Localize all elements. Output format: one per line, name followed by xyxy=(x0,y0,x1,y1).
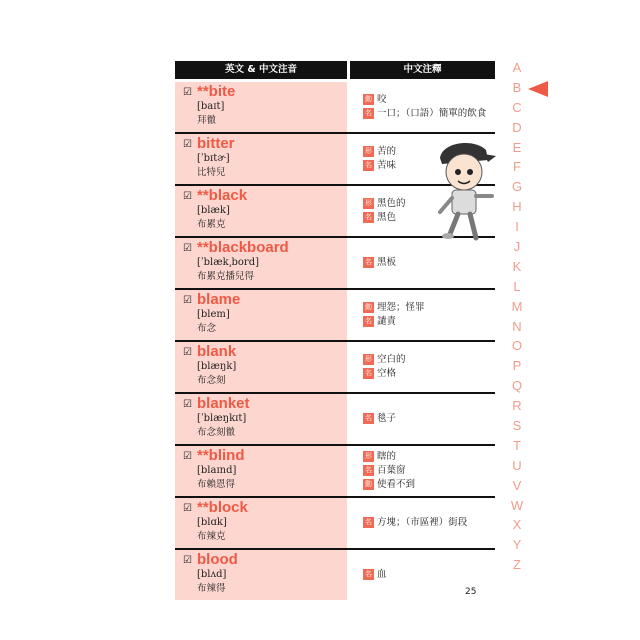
entry-sense xyxy=(363,301,495,315)
chinese-column-header: 中文注釋 xyxy=(350,61,495,79)
entry-english-cell xyxy=(175,134,347,184)
entry-zhuyin: 布辣得 xyxy=(197,583,226,594)
alphabet-letter-t[interactable]: T xyxy=(513,437,521,453)
vocab-entry xyxy=(175,342,495,394)
vocab-entry xyxy=(175,290,495,342)
review-checkbox[interactable]: ☑ xyxy=(183,87,192,98)
alphabet-letter-m[interactable]: M xyxy=(511,298,523,314)
part-of-speech-badge: 名 xyxy=(365,109,372,117)
part-of-speech-badge: 形 xyxy=(365,355,372,363)
entry-word: blanket xyxy=(197,395,250,412)
alphabet-letter-b[interactable]: B xyxy=(512,79,522,95)
vocab-entry xyxy=(175,550,495,600)
review-checkbox[interactable]: ☑ xyxy=(183,399,192,410)
alphabet-letter-l[interactable]: L xyxy=(513,278,521,294)
entry-english-cell xyxy=(175,342,347,392)
part-of-speech-badge: 動 xyxy=(365,480,372,488)
part-of-speech-badge: 形 xyxy=(365,147,372,155)
vocab-entry xyxy=(175,498,495,550)
entry-sense xyxy=(363,256,495,270)
entry-chinese-cell xyxy=(363,342,495,392)
entry-phonetic: [blɑk] xyxy=(197,517,227,528)
review-checkbox[interactable]: ☑ xyxy=(183,243,192,254)
sense-meaning: 一口；（口語）簡單的飲食 xyxy=(377,108,487,119)
sense-meaning: 毯子 xyxy=(377,413,397,424)
entry-chinese-cell xyxy=(363,394,495,444)
part-of-speech-badge: 名 xyxy=(365,369,372,377)
entry-zhuyin: 布賴恩得 xyxy=(197,479,236,490)
sense-meaning: 埋怨；怪罪 xyxy=(377,302,425,313)
entry-chinese-cell xyxy=(363,82,495,132)
alphabet-letter-i[interactable]: I xyxy=(515,219,519,235)
entry-word: **blind xyxy=(197,447,245,464)
alphabet-letter-p[interactable]: P xyxy=(512,358,522,374)
entry-english-cell xyxy=(175,290,347,340)
entry-sense xyxy=(363,107,495,121)
sense-meaning: 瞎的 xyxy=(377,451,397,462)
review-checkbox[interactable]: ☑ xyxy=(183,191,192,202)
entry-sense xyxy=(363,464,495,478)
entry-word: blank xyxy=(197,343,237,360)
entry-chinese-cell xyxy=(363,498,495,548)
sense-meaning: 咬 xyxy=(377,94,387,105)
part-of-speech-badge: 名 xyxy=(365,317,372,325)
entry-chinese-cell xyxy=(363,446,495,496)
entry-word: **black xyxy=(197,187,248,204)
entry-phonetic: [blæŋk] xyxy=(197,361,237,372)
vocab-entry xyxy=(175,238,495,290)
alphabet-letter-u[interactable]: U xyxy=(512,457,522,473)
alphabet-letter-v[interactable]: V xyxy=(512,477,522,493)
alphabet-letter-k[interactable]: K xyxy=(512,258,522,274)
entry-word: bitter xyxy=(197,135,235,152)
sense-meaning: 百葉窗 xyxy=(377,465,406,476)
entry-zhuyin: 拜徹 xyxy=(197,115,217,126)
english-column-header: 英文 & 中文注音 xyxy=(175,61,347,79)
alphabet-letter-q[interactable]: Q xyxy=(511,378,523,394)
alphabet-letter-d[interactable]: D xyxy=(512,119,522,135)
sense-meaning: 血 xyxy=(377,569,387,580)
entry-zhuyin: 布累克 xyxy=(197,219,226,230)
entry-zhuyin: 布辣克 xyxy=(197,531,226,542)
alphabet-letter-w[interactable]: W xyxy=(510,497,524,513)
sense-meaning: 黑色的 xyxy=(377,198,406,209)
entry-sense xyxy=(363,315,495,329)
sense-meaning: 空格 xyxy=(377,368,397,379)
part-of-speech-badge: 名 xyxy=(365,518,372,526)
entry-chinese-cell xyxy=(363,290,495,340)
alphabet-letter-y[interactable]: Y xyxy=(512,537,522,553)
entry-sense xyxy=(363,93,495,107)
vocab-entry xyxy=(175,446,495,498)
alphabet-letter-e[interactable]: E xyxy=(512,139,522,155)
sense-meaning: 譴責 xyxy=(377,316,397,327)
entry-english-cell xyxy=(175,186,347,236)
entry-phonetic: [ˈblæŋkɪt] xyxy=(197,413,247,424)
part-of-speech-badge: 名 xyxy=(365,161,372,169)
entry-sense xyxy=(363,568,495,582)
entry-zhuyin: 比特兒 xyxy=(197,167,226,178)
part-of-speech-badge: 形 xyxy=(365,452,372,460)
review-checkbox[interactable]: ☑ xyxy=(183,347,192,358)
part-of-speech-badge: 形 xyxy=(365,199,372,207)
part-of-speech-badge: 動 xyxy=(365,95,372,103)
cartoon-boy-illustration xyxy=(430,138,502,244)
entry-english-cell xyxy=(175,82,347,132)
entry-phonetic: [blaɪnd] xyxy=(197,465,237,476)
entry-chinese-cell xyxy=(363,238,495,288)
entry-sense xyxy=(363,353,495,367)
entry-word: blame xyxy=(197,291,241,308)
vocab-entry xyxy=(175,394,495,446)
sense-meaning: 黑板 xyxy=(377,257,397,268)
alphabet-letter-h[interactable]: H xyxy=(512,199,522,215)
entry-zhuyin: 布念 xyxy=(197,323,217,334)
part-of-speech-badge: 名 xyxy=(365,213,372,221)
sense-meaning: 苦的 xyxy=(377,146,397,157)
alphabet-letter-f[interactable]: F xyxy=(513,159,521,175)
entry-english-cell xyxy=(175,498,347,548)
entry-zhuyin: 布念刻徹 xyxy=(197,427,236,438)
current-letter-pointer xyxy=(528,81,548,97)
review-checkbox[interactable]: ☑ xyxy=(183,139,192,150)
alphabet-letter-o[interactable]: O xyxy=(511,338,523,354)
sense-meaning: 黑色 xyxy=(377,212,397,223)
entry-english-cell xyxy=(175,550,347,600)
alphabet-letter-j[interactable]: J xyxy=(513,239,521,255)
entry-phonetic: [ˈblæk͵bord] xyxy=(197,257,259,268)
entry-zhuyin: 布累克播兒得 xyxy=(197,271,255,282)
entry-sense xyxy=(363,367,495,381)
vocab-entry xyxy=(175,82,495,134)
alphabet-letter-s[interactable]: S xyxy=(512,418,522,434)
sense-meaning: 空白的 xyxy=(377,354,406,365)
entry-word: **blackboard xyxy=(197,239,289,256)
entry-english-cell xyxy=(175,238,347,288)
entry-english-cell xyxy=(175,394,347,444)
review-checkbox[interactable]: ☑ xyxy=(183,295,192,306)
entry-english-cell xyxy=(175,446,347,496)
entry-phonetic: [ˈbɪtɚ] xyxy=(197,153,230,164)
alphabet-letter-a[interactable]: A xyxy=(512,60,522,75)
alphabet-letter-n[interactable]: N xyxy=(512,318,522,334)
part-of-speech-badge: 名 xyxy=(365,414,372,422)
entry-word: **bite xyxy=(197,83,236,100)
table-header xyxy=(175,61,495,79)
review-checkbox[interactable]: ☑ xyxy=(183,555,192,566)
entry-phonetic: [baɪt] xyxy=(197,101,225,112)
review-checkbox[interactable]: ☑ xyxy=(183,451,192,462)
entry-phonetic: [blem] xyxy=(197,309,230,320)
alphabet-letter-g[interactable]: G xyxy=(511,179,523,195)
entry-word: **block xyxy=(197,499,248,516)
alphabet-index xyxy=(508,58,526,575)
entry-phonetic: [blæk] xyxy=(197,205,230,216)
page-number: 25 xyxy=(465,587,477,597)
sense-meaning: 苦味 xyxy=(377,160,397,171)
entry-sense xyxy=(363,478,495,492)
entry-phonetic: [blʌd] xyxy=(197,569,227,580)
sense-meaning: 使看不到 xyxy=(377,479,416,490)
entry-sense xyxy=(363,516,495,530)
part-of-speech-badge: 動 xyxy=(365,303,372,311)
entry-sense xyxy=(363,450,495,464)
part-of-speech-badge: 名 xyxy=(365,258,372,266)
sense-meaning: 方塊；（市區裡）街段 xyxy=(377,517,468,528)
alphabet-letter-c[interactable]: C xyxy=(512,99,522,115)
review-checkbox[interactable]: ☑ xyxy=(183,503,192,514)
alphabet-letter-r[interactable]: R xyxy=(512,398,522,414)
entry-word: blood xyxy=(197,551,238,568)
alphabet-letter-z[interactable]: Z xyxy=(513,557,521,573)
alphabet-letter-x[interactable]: X xyxy=(512,517,522,533)
part-of-speech-badge: 名 xyxy=(365,466,372,474)
entry-sense xyxy=(363,412,495,426)
entry-zhuyin: 布念刻 xyxy=(197,375,226,386)
part-of-speech-badge: 名 xyxy=(365,570,372,578)
